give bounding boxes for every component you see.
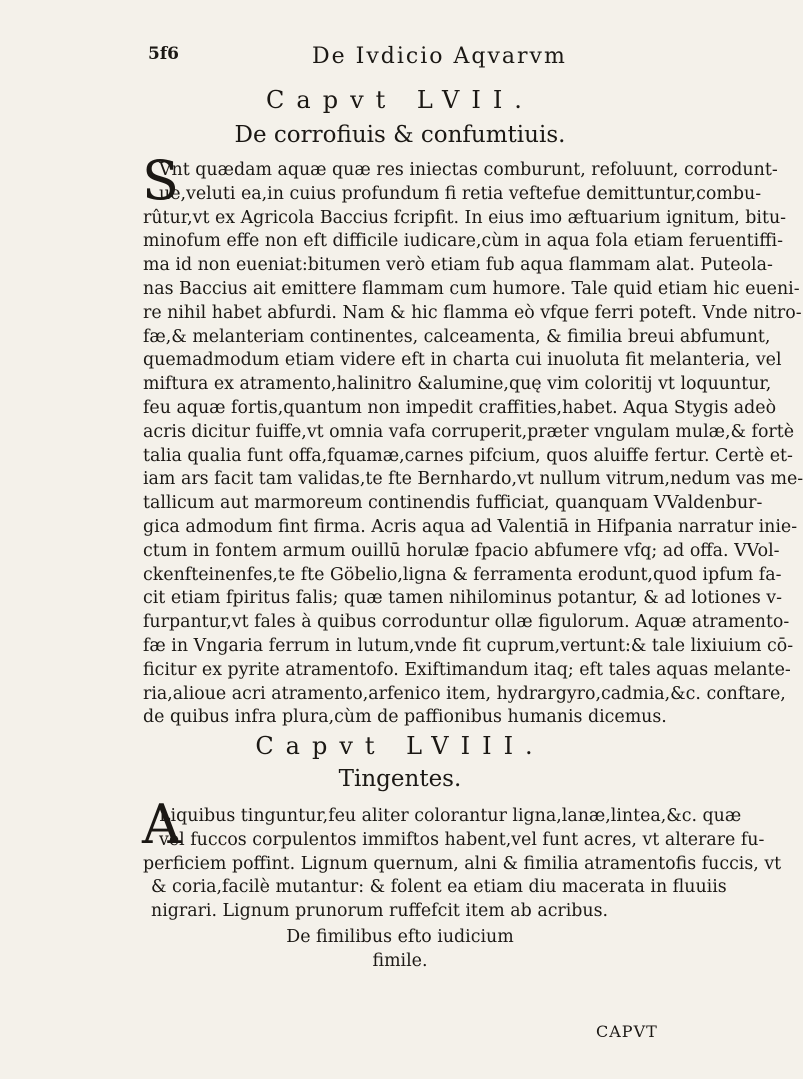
text-line: fæ,& melanteriam continentes, calceamenta, & fimilia breui abfumunt, [143, 326, 771, 347]
text-line: ma id non eueniat:bitumen verò etiam fub aqua flammam alat. Puteola- [143, 255, 773, 276]
text-line: ue,veluti ea,in cuius profundum fi retia veftefue demittuntur,combu- [159, 183, 762, 204]
text-line: talia qualia funt offa,fquamæ,carnes pifcium, quos aluiffe fertur. Certè et- [143, 445, 793, 466]
text-line: cit etiam fpiritus falis; quæ tamen nihilominus potantur, & ad lotiones v- [143, 588, 783, 609]
text-line: vel fuccos corpulentos immiftos habent,vel funt acres, vt alterare fu- [159, 829, 765, 850]
text-line: iam ars facit tam validas,te fte Bernhardo,vt nullum vitrum,nedum vas me- [143, 469, 803, 490]
chapter-57-heading: Capvt LVII. [266, 86, 534, 114]
text-line: miftura ex atramento,halinitro &alumine,quę vim coloritij vt loquuntur, [143, 374, 772, 395]
text-line: nas Baccius ait emittere flammam cum humore. Tale quid etiam hic eueni- [143, 278, 800, 299]
text-line: de quibus infra plura,cùm de paffionibus humanis dicemus. [143, 707, 667, 728]
text-line: tallicum aut marmoreum continendis fufficiat, quanquam VValdenbur- [143, 493, 763, 514]
text-line: ria,alioue acri atramento,arfenico item, hydrargyro,cadmia,&c. conftare, [143, 683, 786, 704]
text-line: nigrari. Lignum prunorum ruffefcit item ab acribus. [151, 901, 609, 922]
text-line: rûtur,vt ex Agricola Baccius fcripfit. In eius imo æftuarium ignitum, bitu- [143, 207, 787, 228]
chapter-57-body [143, 159, 803, 730]
closing-line: De fimilibus efto iudicium [286, 927, 514, 947]
chapter-58-heading: Capvt LVIII. [255, 732, 545, 760]
text-line: fæ in Vngaria ferrum in lutum,vnde fit cuprum,vertunt:& tale lixiuium cō- [143, 635, 794, 656]
chapter-58-drop-cap: A [142, 793, 181, 856]
text-line: furpantur,vt fales à quibus corroduntur ollæ figulorum. Aquæ atramento- [143, 612, 790, 633]
text-line: gica admodum fint firma. Acris aqua ad Valentiā in Hifpania narratur inie- [143, 516, 798, 537]
text-line: ficitur ex pyrite atramentofo. Exiftimandum itaq; eft tales aquas melante- [143, 659, 791, 680]
chapter-58-subtitle: Tingentes. [338, 766, 462, 792]
running-title: De Ivdicio Aqvarvm [312, 44, 567, 69]
text-line: perficiem poffint. Lignum quernum, alni & fimilia atramentofis fuccis, vt [143, 853, 782, 874]
chapter-57-subtitle: De corrofiuis & confumtiuis. [234, 122, 566, 148]
text-line: & coria,facilè mutantur: & folent ea etiam diu macerata in fluuiis [151, 877, 727, 898]
text-line: feu aquæ fortis,quantum non impedit craffities,habet. Aqua Stygis adeò [143, 397, 777, 418]
running-header [0, 44, 800, 74]
chapter-57-drop-cap: S [142, 149, 179, 212]
page-number: 5f6 [148, 44, 179, 64]
text-line: minofum effe non eft difficile iudicare,cùm in aqua fola etiam feruentiffi- [143, 231, 783, 252]
text-line: ckenfteinenfes,te fte Göbelio,ligna & ferramenta erodunt,quod ipfum fa- [143, 564, 782, 585]
text-line: acris dicitur fuiffe,vt omnia vafa corruperit,præter vngulam mulæ,& fortè [143, 421, 795, 442]
text-line: Vnt quædam aquæ quæ res iniectas comburunt, refoluunt, corrodunt- [159, 160, 778, 180]
text-line: quemadmodum etiam videre eft in charta cui inuoluta fit melanteria, vel [143, 350, 782, 371]
chapter-58-body [143, 805, 782, 924]
catchword: CAPVT [596, 1022, 658, 1041]
text-line: Liquibus tinguntur,feu aliter colorantur ligna,lanæ,lintea,&c. quæ [159, 806, 742, 826]
closing-line: fimile. [372, 951, 428, 971]
text-line: re nihil habet abfurdi. Nam & hic flamma eò vfque ferri poteft. Vnde nitro- [143, 302, 802, 323]
text-line: ctum in fontem armum ouillū horulæ fpacio abfumere vfq; ad offa. VVol- [143, 540, 780, 561]
